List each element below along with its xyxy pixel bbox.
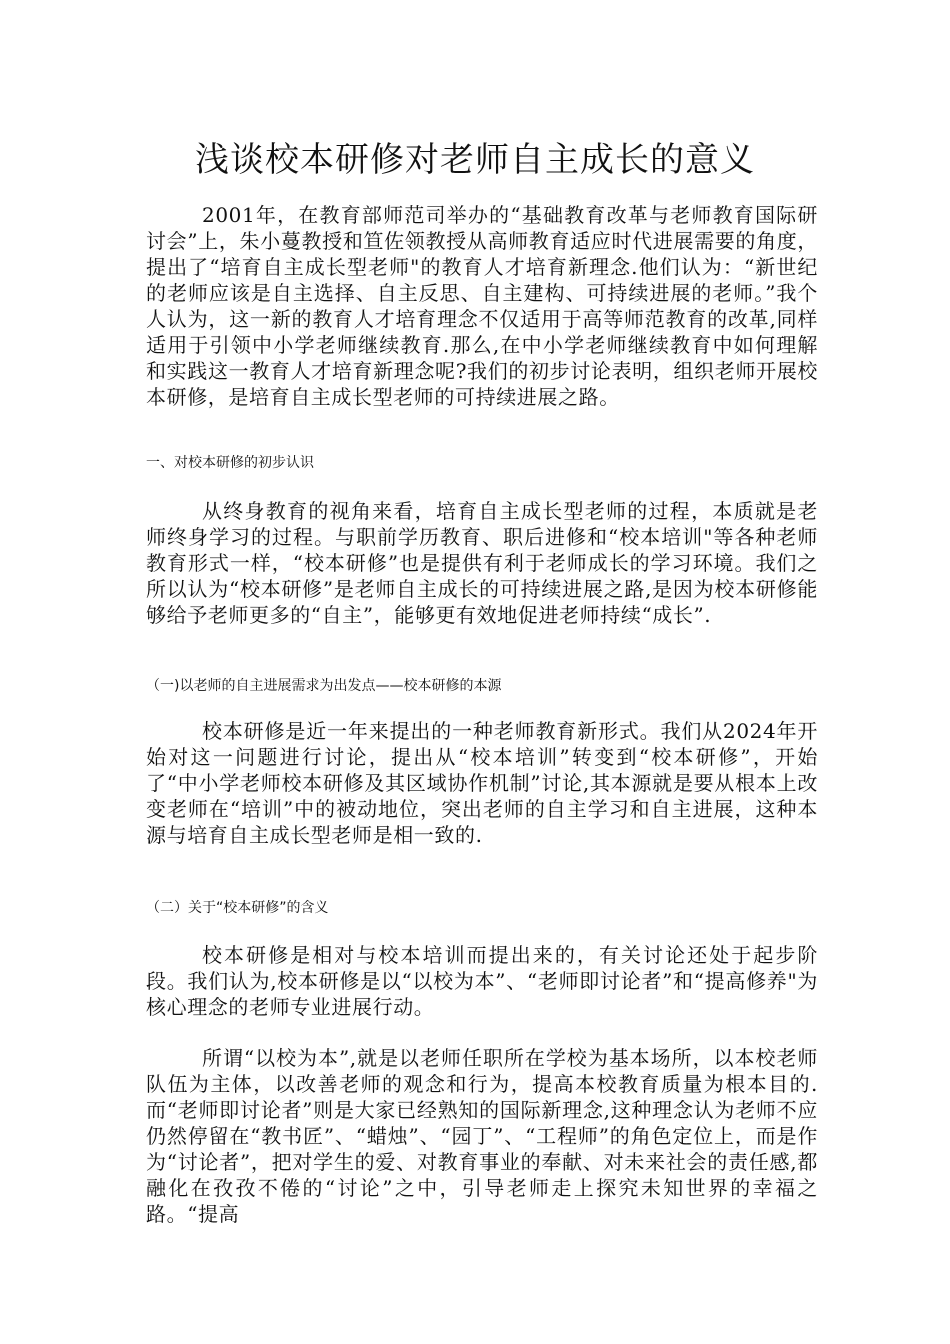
body-paragraph: 所谓“以校为本”,就是以老师任职所在学校为基本场所，以本校老师队伍为主体，以改善老师的观念和行为，提高本校教育质量为根本目的.而“老师即讨论者”则是大家已经熟知的国际新理念,这种理念认为老师不应仍然停留在“教书匠”、“蜡烛”、“园丁”、“工程师”的角色定位上，而是作为“讨论者”，把对学生的爱、对教育事业的奉献、对未来社会的责任感,都融化在孜孜不倦的“讨论”之中，引导老师走上探究未知世界的幸福之路。“提高 xyxy=(146,1046,818,1226)
subsection-heading: （二）关于“校本研修”的含义 xyxy=(146,900,329,916)
document-title: 浅谈校本研修对老师自主成长的意义 xyxy=(195,140,755,180)
body-paragraph: 从终身教育的视角来看，培育自主成长型老师的过程，本质就是老师终身学习的过程。与职前学历教育、职后进修和“校本培训"等各种老师教育形式一样，“校本研修”也是提供有利于老师成长的学习环境。我们之所以认为“校本研修”是老师自主成长的可持续进展之路,是因为校本研修能够给予老师更多的“自主”，能够更有效地促进老师持续“成长”. xyxy=(146,499,818,627)
body-paragraph: 校本研修是相对与校本培训而提出来的，有关讨论还处于起步阶段。我们认为,校本研修是以“以校为本”、“老师即讨论者”和“提高修养"为核心理念的老师专业进展行动。 xyxy=(146,943,818,1019)
section-heading: 一、对校本研修的初步认识 xyxy=(146,455,314,471)
body-paragraph: 2001年，在教育部师范司举办的“基础教育改革与老师教育国际研讨会”上，朱小蔓教授和笪佐领教授从高师教育适应时代进展需要的角度，提出了“培育自主成长型老师"的教育人才培育新理念.他们认为：“新世纪的老师应该是自主选择、自主反思、自主建构、可持续进展的老师。”我个人认为，这一新的教育人才培育理念不仅适用于高等师范教育的改革,同样适用于引领中小学老师继续教育.那么,在中小学老师继续教育中如何理解和实践这一教育人才培育新理念呢?我们的初步讨论表明，组织老师开展校本研修，是培育自主成长型老师的可持续进展之路。 xyxy=(146,203,818,409)
body-paragraph: 校本研修是近一年来提出的一种老师教育新形式。我们从2024年开始对这一问题进行讨论，提出从“校本培训”转变到“校本研修”，开始了“中小学老师校本研修及其区域协作机制”讨论,其本源就是要从根本上改变老师在“培训”中的被动地位，突出老师的自主学习和自主进展，这种本源与培育自主成长型老师是相一致的. xyxy=(146,719,818,847)
subsection-heading: （一)以老师的自主进展需求为出发点——校本研修的本源 xyxy=(146,678,502,694)
